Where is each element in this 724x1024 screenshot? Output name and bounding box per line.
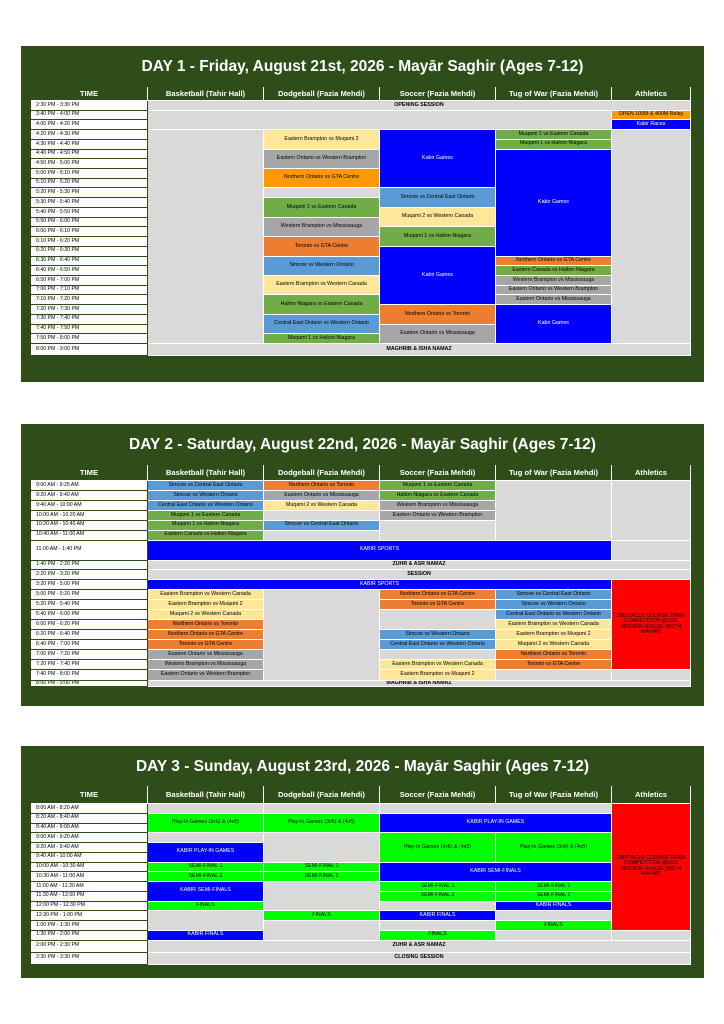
dodgeball-match: Muqami 1 vs Eastern Canada [264, 198, 380, 217]
time-cell: 9:40 AM - 10:00 AM [31, 853, 148, 863]
basketball-match: Northern Ontario vs GTA Centre [148, 630, 264, 640]
time-cell: 10:30 AM - 11:00 AM [31, 872, 148, 882]
basketball-match: Eastern Brampton vs Muqami 2 [148, 600, 264, 610]
time-cell: 6:00 PM - 6:20 PM [31, 620, 148, 630]
basketball-kabir-semi-finals: KABIR SEMI-FINALS [148, 882, 264, 902]
kabir-play-in-games: KABIR PLAY-IN GAMES [380, 814, 612, 834]
time-cell: 10:40 AM - 11:00 AM [31, 531, 148, 541]
dodgeball-finals: FINALS [264, 911, 380, 921]
time-cell: 7:20 PM - 7:30 PM [31, 305, 148, 315]
time-cell: 11:30 AM - 12:00 PM [31, 892, 148, 902]
soccer-match: Eastern Ontario vs Mississauga [380, 325, 496, 344]
time-cell: 6:20 PM - 6:40 PM [31, 630, 148, 640]
basketball-match: Eastern Brampton vs Western Canada [148, 590, 264, 600]
time-cell: 9:20 AM - 9:40 AM [31, 491, 148, 501]
soccer-match: Muqami 2 vs Western Canada [380, 208, 496, 227]
header-time: TIME [31, 465, 148, 481]
header-dodgeball: Dodgeball (Fazia Mehdi) [264, 87, 380, 101]
header-dodgeball: Dodgeball (Fazia Mehdi) [264, 465, 380, 481]
athletics-kabir-races: Kabir Races [612, 120, 691, 130]
empty-cell [612, 541, 691, 561]
soccer-match: Halton Niagara vs Eastern Canada [380, 491, 496, 501]
time-cell: 2:30 PM - 3:30 PM [31, 101, 148, 111]
tug-match: Eastern Canada vs Halton-Niagara [496, 266, 612, 276]
day2-schedule-table [31, 465, 691, 687]
athletics-empty [612, 130, 691, 344]
header-tug-of-war: Tug of War (Fazia Mehdi) [496, 465, 612, 481]
soccer-match: Eastern Brampton vs Muqami 2 [380, 670, 496, 681]
time-cell: 5:40 PM - 5:50 PM [31, 208, 148, 218]
time-cell: 1:30 PM - 2:00 PM [31, 931, 148, 941]
soccer-finals: FINALS [380, 931, 496, 941]
dodgeball-semi-final-2: SEMI-FINAL 2 [264, 872, 380, 882]
basketball-match: Northern Ontario vs Toronto [148, 620, 264, 630]
time-cell: 9:00 AM - 9:25 AM [31, 481, 148, 491]
time-cell: 3:40 PM - 4:00 PM [31, 111, 148, 121]
empty-cell [264, 882, 380, 911]
time-cell: 6:20 PM - 6:30 PM [31, 247, 148, 257]
dodgeball-match: Simcoe vs Western Ontario [264, 257, 380, 276]
dodgeball-match: Central East Ontario vs Western Ontario [264, 315, 380, 334]
time-cell: 4:50 PM - 5:00 PM [31, 159, 148, 169]
maghrib-isha-namaz: MAGHRIB & ISHA NAMAZ [148, 344, 691, 356]
dodgeball-match: Muqami 1 vs Halton-Niagara [264, 334, 380, 344]
time-cell: 8:20 AM - 8:40 AM [31, 814, 148, 824]
header-basketball: Basketball (Tahir Hall) [148, 786, 264, 804]
kabir-sports: KABIR SPORTS [148, 580, 612, 590]
empty-cell [264, 833, 380, 862]
tug-match: Toronto vs GTA Centre [496, 660, 612, 670]
empty-cell [148, 804, 264, 814]
time-cell: 5:00 PM - 5:20 PM [31, 590, 148, 600]
dodgeball-match: Eastern Ontario vs Western Brampton [264, 150, 380, 169]
tug-kabir-games: Kabir Games [496, 305, 612, 344]
empty-cell [148, 111, 612, 130]
tug-match: Northern Ontario vs Toronto [496, 650, 612, 660]
time-cell: 5:20 PM - 5:30 PM [31, 188, 148, 198]
day2-panel [21, 424, 704, 706]
empty-cell [496, 911, 612, 921]
day1-panel [21, 46, 704, 382]
time-cell: 5:20 PM - 5:40 PM [31, 600, 148, 610]
empty-cell [496, 931, 612, 941]
time-cell: 6:30 PM - 6:40 PM [31, 257, 148, 267]
tug-match: Eastern Ontario vs Western Brampton [496, 286, 612, 296]
time-cell: 9:40 AM - 10:00 AM [31, 501, 148, 511]
empty-cell [380, 902, 496, 912]
soccer-match: Eastern Ontario vs Western Brampton [380, 511, 496, 521]
dodgeball-semi-final-1: SEMI-FINAL 1 [264, 863, 380, 873]
basketball-match: Muqami 1 vs Halton-Niagara [148, 521, 264, 531]
header-basketball: Basketball (Tahir Hall) [148, 87, 264, 101]
closing-session: CLOSING SESSION [148, 953, 691, 965]
time-cell: 10:20 AM - 10:40 AM [31, 521, 148, 531]
tug-match: Northern Ontario vs GTA Centre [496, 257, 612, 267]
time-cell: 10:00 AM - 10:30 AM [31, 863, 148, 873]
basketball-match: Western Brampton vs Mississauga [148, 660, 264, 670]
tug-match: Central East Ontario vs Western Ontario [496, 610, 612, 620]
tug-match: Muqami 1 vs Eastern Canada [496, 130, 612, 140]
time-cell: 12:00 PM - 12:30 PM [31, 902, 148, 912]
time-cell: 12:30 PM - 1:00 PM [31, 911, 148, 921]
tug-finals: FINALS [496, 921, 612, 931]
soccer-kabir-finals: KABIR FINALS [380, 911, 496, 921]
time-cell: 1:40 PM - 2:20 PM [31, 561, 148, 571]
basketball-empty [148, 130, 264, 344]
soccer-match: Eastern Brampton vs Western Canada [380, 660, 496, 670]
header-soccer: Soccer (Fazia Mehdi) [380, 786, 496, 804]
header-dodgeball: Dodgeball (Fazia Mehdi) [264, 786, 380, 804]
time-cell: 9:00 AM - 9:20 AM [31, 833, 148, 843]
athletics-obstacle-course: OBSTACLE COURSE OPEN COMPETITION @OLD MISSION HOUSE (BOTH MAYAR) [612, 804, 691, 931]
zuhr-asr-namaz: ZUHR & ASR NAMAZ [148, 561, 691, 571]
soccer-semi-final-1: SEMI-FINAL 1 [380, 882, 496, 892]
empty-cell [612, 670, 691, 681]
empty-cell [264, 921, 380, 941]
header-basketball: Basketball (Tahir Hall) [148, 465, 264, 481]
time-cell: 2:00 PM - 2:30 PM [31, 941, 148, 953]
basketball-match: Simcoe vs Western Ontario [148, 491, 264, 501]
soccer-play-in: Play-In Games (3v6) & (4v5) [380, 833, 496, 862]
empty-cell [380, 610, 496, 630]
tug-play-in: Play-In Games (3v6) & (4v5) [496, 833, 612, 862]
empty-cell [380, 521, 496, 541]
maghrib-isha-namaz: MAGHRIB & ISHA NAMAZ [148, 681, 691, 688]
day3-schedule-table [31, 786, 691, 965]
kabir-semi-finals: KABIR SEMI-FINALS [380, 863, 612, 883]
empty-cell [264, 804, 380, 814]
time-cell: 5:00 PM - 5:10 PM [31, 169, 148, 179]
dodgeball-match: Muqami 2 vs Western Canada [264, 501, 380, 511]
header-time: TIME [31, 786, 148, 804]
time-cell: 5:10 PM - 5:20 PM [31, 179, 148, 189]
empty-cell [148, 833, 264, 843]
time-cell: 4:20 PM - 4:30 PM [31, 130, 148, 140]
basketball-match: Toronto vs GTA Centre [148, 640, 264, 650]
header-soccer: Soccer (Fazia Mehdi) [380, 87, 496, 101]
time-cell: 11:00 AM - 11:30 AM [31, 882, 148, 892]
time-cell: 6:10 PM - 6:20 PM [31, 237, 148, 247]
basketball-match: Central East Ontario vs Western Ontario [148, 501, 264, 511]
time-cell: 7:20 PM - 7:40 PM [31, 660, 148, 670]
day1-title: DAY 1 - Friday, August 21st, 2026 - Mayār Saghir (Ages 7-12) [141, 58, 584, 75]
time-cell: 7:40 PM - 7:50 PM [31, 325, 148, 335]
empty-cell [380, 650, 496, 660]
soccer-match: Northern Ontario vs Toronto [380, 305, 496, 324]
time-cell: 4:30 PM - 4:40 PM [31, 140, 148, 150]
tug-match: Simcoe vs Western Ontario [496, 600, 612, 610]
time-cell: 2:20 PM - 3:20 PM [31, 570, 148, 580]
basketball-match: Simcoe vs Central East Ontario [148, 481, 264, 491]
basketball-finals: FINALS [148, 902, 264, 912]
empty-cell [264, 188, 380, 198]
basketball-kabir-play-in: KABIR PLAY-IN GAMES [148, 843, 264, 863]
time-cell: 8:00 PM - 9:00 PM [31, 681, 148, 688]
time-cell: 11:00 AM - 1:40 PM [31, 541, 148, 561]
time-cell: 4:00 PM - 4:20 PM [31, 120, 148, 130]
dodgeball-match: Northern Ontario vs GTA Centre [264, 169, 380, 188]
basketball-semi-final-1: SEMI-FINAL 1 [148, 863, 264, 873]
tug-semi-final-1: SEMI-FINAL 1 [496, 882, 612, 892]
tug-match: Eastern Brampton vs Muqami 2 [496, 630, 612, 640]
empty-cell [496, 670, 612, 681]
empty-cell [612, 481, 691, 541]
dodgeball-match: Halton Niagara vs Eastern Canada [264, 295, 380, 314]
basketball-match: Eastern Canada vs Halton-Niagara [148, 531, 264, 541]
basketball-kabir-finals: KABIR FINALS [148, 931, 264, 941]
athletics-relay: OPEN 100M & 400M Relay [612, 111, 691, 121]
time-cell: 8:40 AM - 9:00 AM [31, 824, 148, 834]
header-athletics: Athletics [612, 786, 691, 804]
empty-cell [380, 804, 612, 814]
basketball-match: Eastern Ontario vs Mississauga [148, 650, 264, 660]
athletics-obstacle-course: OBSTACLE COURSE OPEN COMPETITION @OLD MISSION HOUSE (BOTH MAYAR) [612, 580, 691, 669]
day1-schedule-table [31, 87, 691, 356]
soccer-match: Western Brampton vs Mississauga [380, 501, 496, 511]
empty-cell [148, 911, 264, 931]
soccer-semi-final-2: SEMI-FINAL 2 [380, 892, 496, 902]
zuhr-asr-namaz: ZUHR & ASR NAMAZ [148, 941, 691, 953]
soccer-match: Muqami 1 vs Eastern Canada [380, 481, 496, 491]
soccer-kabir-games: Kabir Games [380, 247, 496, 305]
time-cell: 7:00 PM - 7:10 PM [31, 286, 148, 296]
time-cell: 7:10 PM - 7:20 PM [31, 295, 148, 305]
basketball-match: Muqami 2 vs Western Canada [148, 610, 264, 620]
day3-panel [21, 746, 704, 978]
tug-kabir-games: Kabir Games [496, 150, 612, 257]
tug-match: Eastern Ontario vs Mississauga [496, 295, 612, 305]
time-cell: 5:50 PM - 6:00 PM [31, 218, 148, 228]
header-athletics: Athletics [612, 87, 691, 101]
soccer-match: Simcoe vs Central East Ontario [380, 188, 496, 207]
time-cell: 6:50 PM - 7:00 PM [31, 276, 148, 286]
tug-match: Eastern Brampton vs Western Canada [496, 620, 612, 630]
time-cell: 7:40 PM - 8:00 PM [31, 670, 148, 681]
dodgeball-match: Eastern Brampton vs Muqami 2 [264, 130, 380, 149]
time-cell: 4:40 PM - 4:50 PM [31, 150, 148, 160]
tug-kabir-finals: KABIR FINALS [496, 902, 612, 912]
time-cell: 3:20 PM - 5:00 PM [31, 580, 148, 590]
dodgeball-match: Eastern Ontario vs Mississauga [264, 491, 380, 501]
soccer-match: Central East Ontario vs Western Ontario [380, 640, 496, 650]
soccer-match: Toronto vs GTA Centre [380, 600, 496, 610]
dodgeball-match: Northern Ontario vs Toronto [264, 481, 380, 491]
opening-session: OPENING SESSION [148, 101, 691, 111]
time-cell: 2:30 PM - 3:30 PM [31, 953, 148, 965]
time-cell: 7:30 PM - 7:40 PM [31, 315, 148, 325]
time-cell: 8:00 AM - 8:20 AM [31, 804, 148, 814]
day3-title: DAY 3 - Sunday, August 23rd, 2026 - Mayār Saghir (Ages 7-12) [135, 758, 590, 775]
time-cell: 6:40 PM - 7:00 PM [31, 640, 148, 650]
dodgeball-match: Western Brampton vs Mississauga [264, 218, 380, 237]
kabir-sports: KABIR SPORTS [148, 541, 612, 561]
tug-match: Simcoe vs Central East Ontario [496, 590, 612, 600]
soccer-match: Muqami 1 vs Halton-Niagara [380, 227, 496, 246]
soccer-kabir-games: Kabir Games [380, 130, 496, 188]
empty-cell [264, 531, 380, 541]
dodgeball-play-in: Play-In Games (3v6) & (4v5) [264, 814, 380, 834]
time-cell: 6:40 PM - 6:50 PM [31, 266, 148, 276]
tug-match: Muqami 2 vs Western Canada [496, 640, 612, 650]
basketball-semi-final-2: SEMI-FINAL 2 [148, 872, 264, 882]
empty-cell [264, 511, 380, 521]
dodgeball-match: Eastern Brampton vs Western Canada [264, 276, 380, 295]
time-cell: 1:00 PM - 1:30 PM [31, 921, 148, 931]
dodgeball-match: Simcoe vs Central East Ontario [264, 521, 380, 531]
header-soccer: Soccer (Fazia Mehdi) [380, 465, 496, 481]
tug-match: Western Brampton vs Mississauga [496, 276, 612, 286]
time-cell: 8:00 PM - 9:00 PM [31, 344, 148, 356]
basketball-match: Eastern Ontario vs Western Brampton [148, 670, 264, 681]
header-tug-of-war: Tug of War (Fazia Mehdi) [496, 786, 612, 804]
tug-semi-final-2: SEMI-FINAL 2 [496, 892, 612, 902]
empty-cell [612, 931, 691, 941]
time-cell: 7:00 PM - 7:20 PM [31, 650, 148, 660]
soccer-match: Simcoe vs Western Ontario [380, 630, 496, 640]
header-time: TIME [31, 87, 148, 101]
day2-title: DAY 2 - Saturday, August 22nd, 2026 - Mayār Saghir (Ages 7-12) [129, 436, 596, 453]
empty-cell [496, 481, 612, 541]
dodgeball-match: Toronto vs GTA Centre [264, 237, 380, 256]
time-cell: 9:20 AM - 9:40 AM [31, 843, 148, 853]
time-cell: 6:00 PM - 6:10 PM [31, 227, 148, 237]
empty-cell [380, 921, 496, 931]
basketball-match: Muqami 1 vs Eastern Canada [148, 511, 264, 521]
soccer-match: Northern Ontario vs GTA Centre [380, 590, 496, 600]
time-cell: 5:30 PM - 5:40 PM [31, 198, 148, 208]
time-cell: 7:50 PM - 8:00 PM [31, 334, 148, 344]
empty-cell [264, 590, 380, 681]
tug-match: Muqami 1 vs Halton-Niagara [496, 140, 612, 150]
header-tug-of-war: Tug of War (Fazia Mehdi) [496, 87, 612, 101]
time-cell: 5:40 PM - 6:00 PM [31, 610, 148, 620]
header-athletics: Athletics [612, 465, 691, 481]
session: SESSION [148, 570, 691, 580]
time-cell: 10:00 AM - 10:20 AM [31, 511, 148, 521]
basketball-play-in: Play-In Games (3v6) & (4v5) [148, 814, 264, 834]
